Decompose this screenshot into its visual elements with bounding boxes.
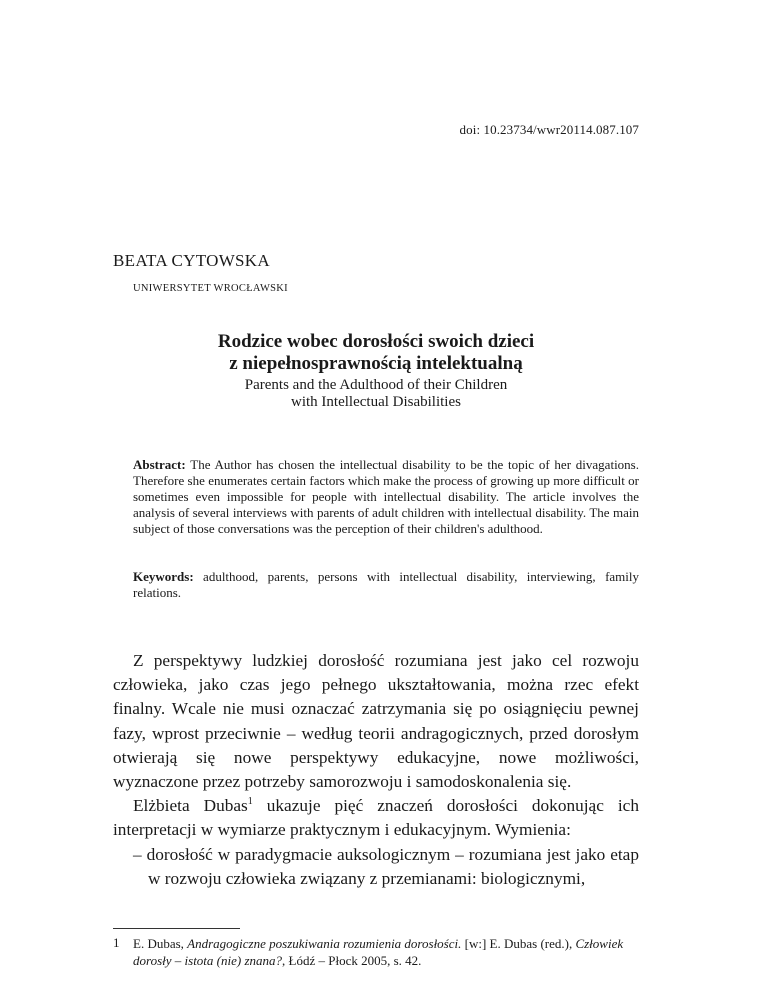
footnote-separator xyxy=(113,928,240,929)
keywords xyxy=(133,569,639,601)
author-name: BEATA CYTOWSKA xyxy=(113,251,270,270)
doi-reference: doi: 10.23734/wwr20114.087.107 xyxy=(459,122,639,137)
title-block xyxy=(113,331,639,411)
keywords-text: adulthood, parents, persons with intellectual disability, interviewing, family relations. xyxy=(133,569,639,600)
footnote-1 xyxy=(113,935,639,969)
body-text xyxy=(113,649,639,891)
title-english xyxy=(113,377,639,411)
title-english-line1: Parents and the Adulthood of their Children xyxy=(244,377,508,393)
author-affiliation: UNIWERSYTET WROCŁAWSKI xyxy=(133,283,288,294)
abstract-label: Abstract: xyxy=(133,457,186,472)
footnote-text-a: E. Dubas, xyxy=(133,936,188,951)
footnote-italic-1: Andragogiczne poszukiwania rozumienia dorosłości. xyxy=(187,936,462,951)
keywords-label: Keywords: xyxy=(133,569,194,584)
paragraph-2 xyxy=(113,794,639,842)
paragraph-2-rest: ukazuje pięć znaczeń dorosłości dokonując ich interpretacji w wymiarze praktycznym i edukacyjnym. Wymienia: xyxy=(113,796,639,840)
title-english-line2: with Intellectual Disabilities xyxy=(291,394,461,410)
footnote-text-c: , Łódź – Płock 2005, s. 42. xyxy=(282,953,422,968)
title-polish-line1: Rodzice wobec dorosłości swoich dzieci xyxy=(217,331,535,352)
footnote-text-b: [w:] E. Dubas (red.), xyxy=(461,936,576,951)
footnote-number: 1 xyxy=(113,935,120,950)
paragraph-1: Z perspektywy ludzkiej dorosłość rozumiana jest jako cel rozwoju człowieka, jako czas jego pełnego ukształtowania, można rzec efekt finalny. Wcale nie musi oznaczać zatrzymania się po osiągnięciu pewnej fazy, wprost przeciwnie – według teorii andragogicznych, przed dorosłym otwierają się nowe perspektywy edukacyjne, nowe możliwości, wyznaczone przez potrzeby samorozwoju i samodoskonalenia się. xyxy=(113,651,639,792)
paragraph-2-start: Elżbieta Dubas xyxy=(133,796,248,816)
title-polish-line2: z niepełnosprawnością intelektualną xyxy=(229,353,523,374)
abstract-text: The Author has chosen the intellectual disability to be the topic of her divagations. Therefore she enumerates certain factors which make the process of growing up more difficult or sometimes even impossible for people with intellectual disability. The article involves the analysis of several interviews with parents of adult children with intellectual disability. The main subject of those conversations was the perception of their children's adulthood. xyxy=(133,457,639,536)
footnote-ref-1: 1 xyxy=(247,796,253,808)
list-item-1: – dorosłość w paradygmacie auksologicznym – rozumiana jest jako etap w rozwoju człowieka związany z przemianami: biologicznymi, xyxy=(133,844,639,888)
footnote-italic-2: Człowiek dorosły – istota (nie) znana? xyxy=(133,936,624,968)
abstract xyxy=(133,457,639,537)
title-polish xyxy=(113,331,639,375)
